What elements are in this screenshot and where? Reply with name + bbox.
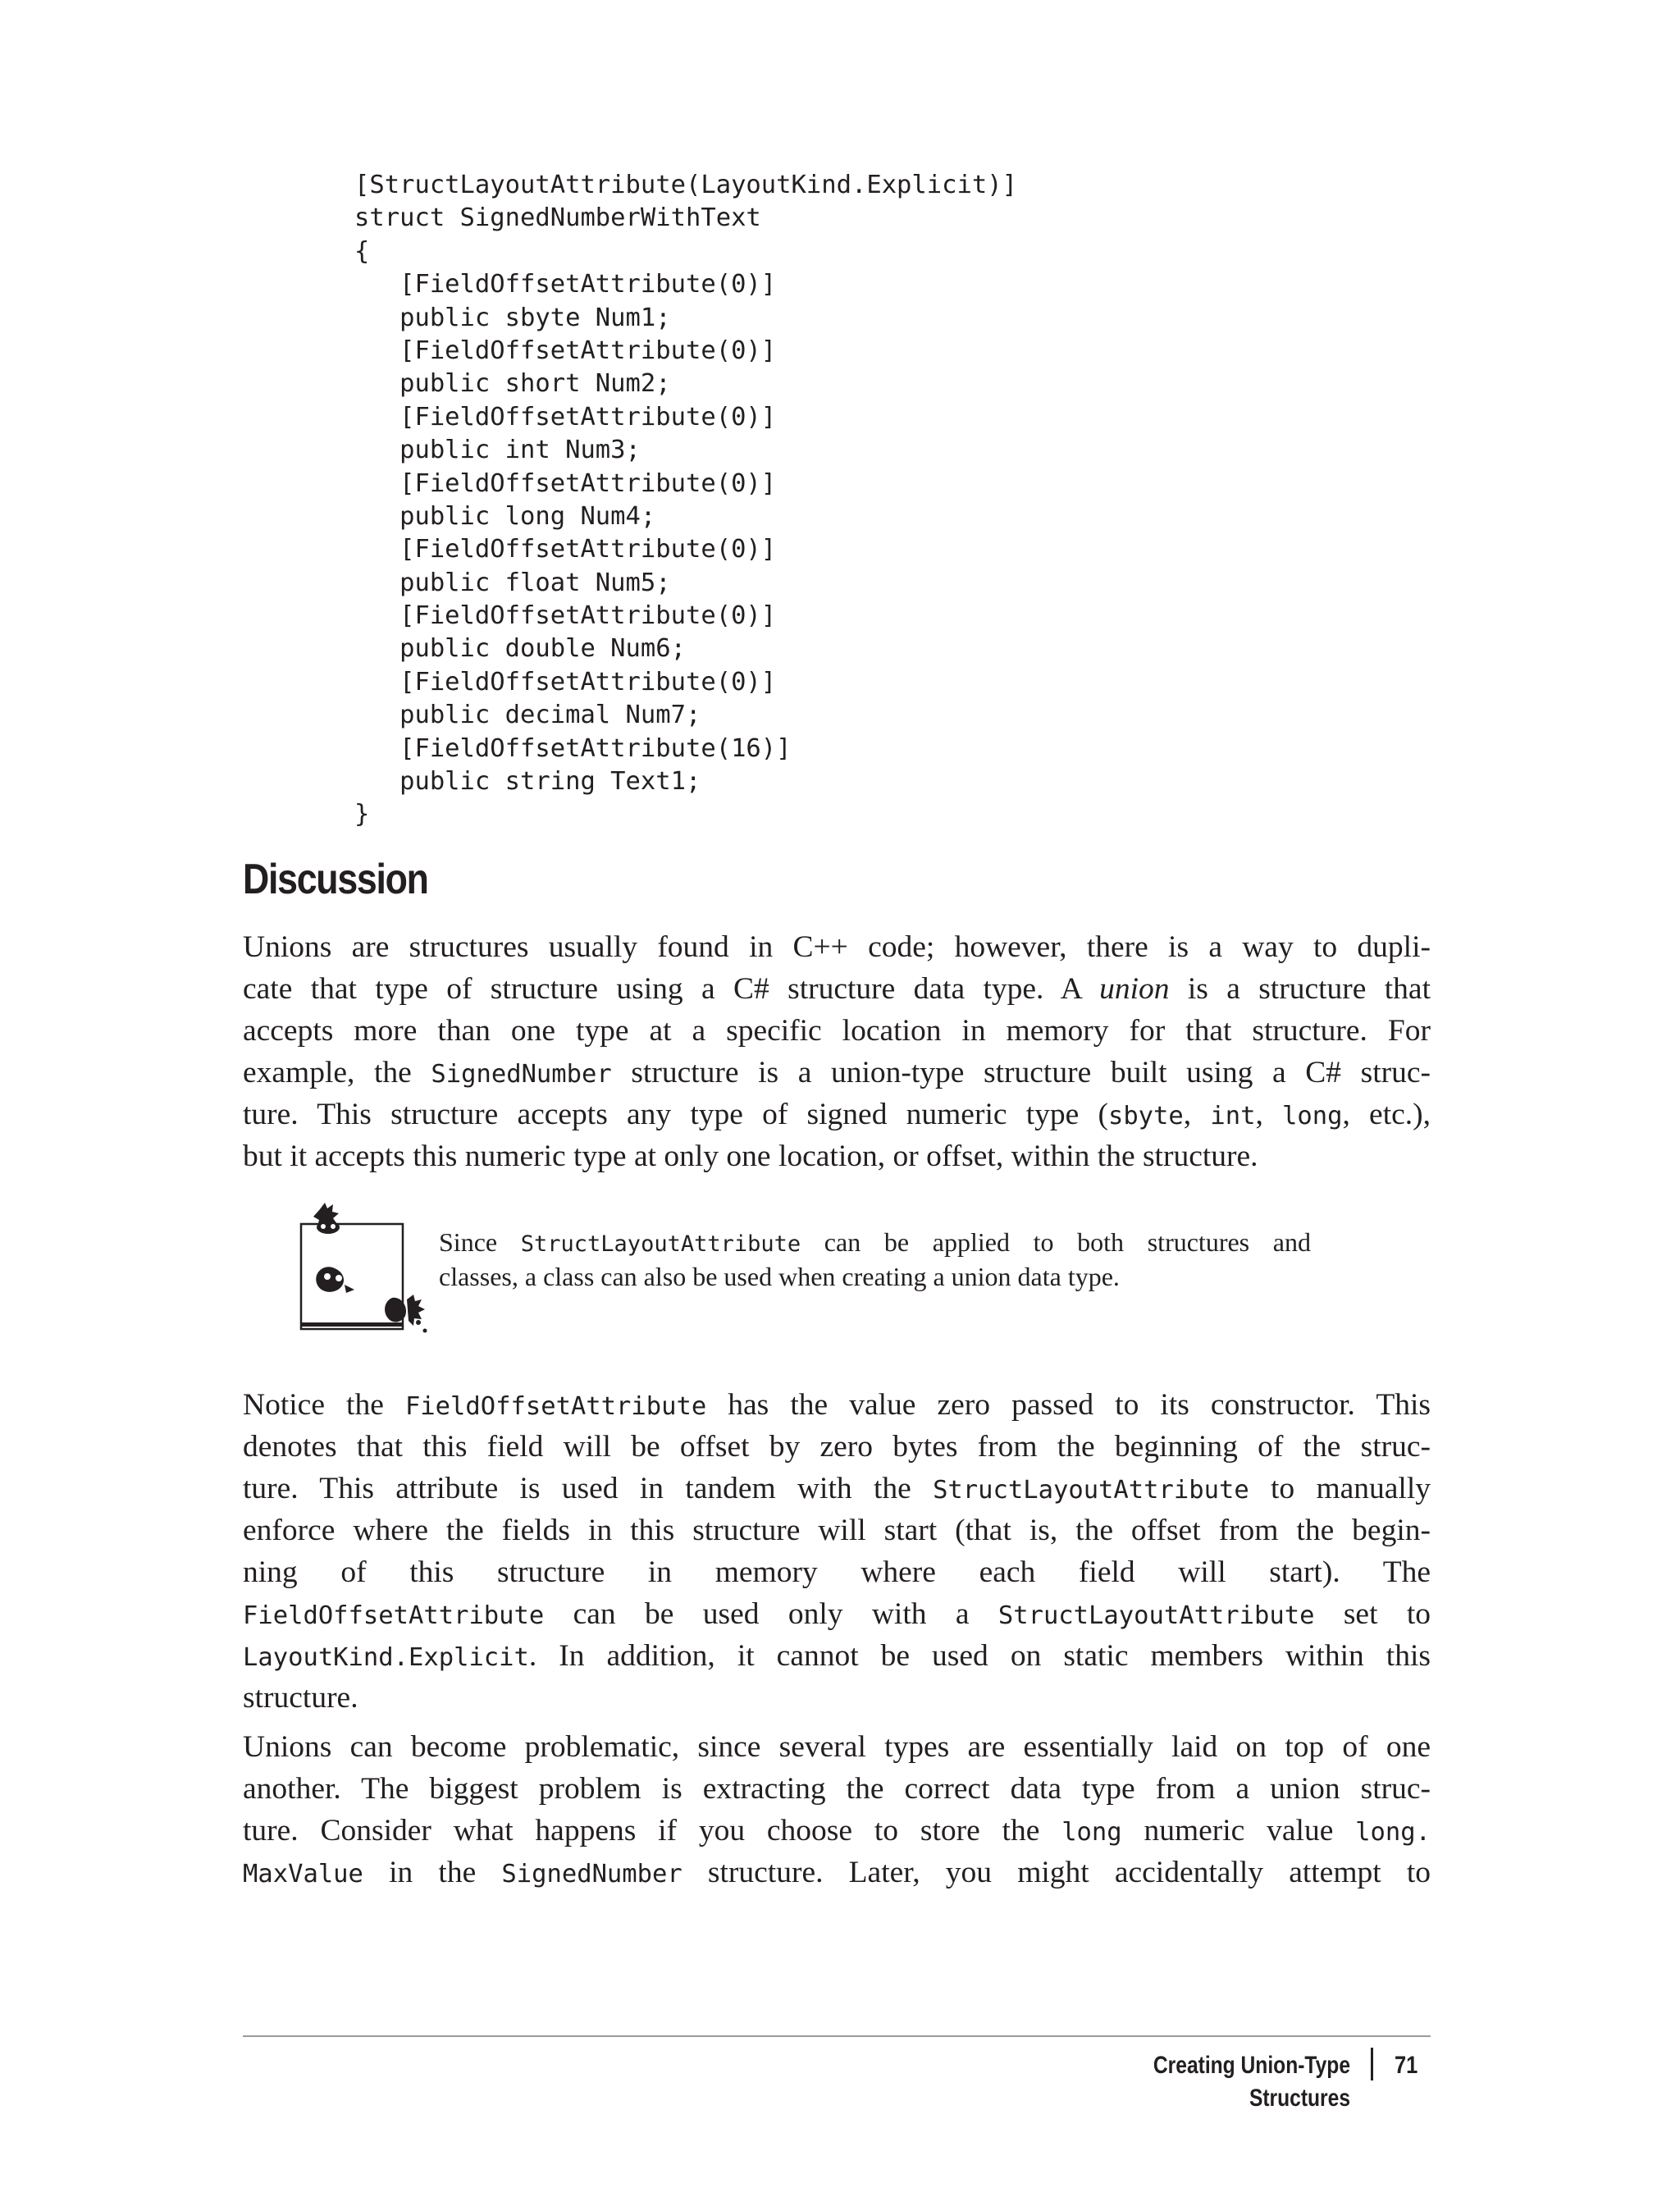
emphasis-union: union	[1099, 972, 1170, 1006]
inline-code: long	[1282, 1102, 1343, 1130]
inline-code: StructLayoutAttribute	[998, 1601, 1315, 1630]
inline-code: FieldOffsetAttribute	[404, 1392, 707, 1421]
text-line: Unions can become problematic, since several types are essentially laid on top of one	[243, 1730, 1431, 1764]
text-line: example, the SignedNumber structure is a union-type structure built using a C# struc-	[243, 1056, 1431, 1089]
code-line: public float Num5;	[354, 568, 671, 597]
code-line: [FieldOffsetAttribute(0)]	[354, 402, 777, 432]
inline-code: MaxValue	[243, 1860, 363, 1889]
text-line: ture. This attribute is used in tandem with the StructLayoutAttribute to manually	[243, 1472, 1431, 1505]
code-line: public string Text1;	[354, 767, 701, 797]
text-line: LayoutKind.Explicit. In addition, it cannot be used on static members within this	[243, 1639, 1431, 1673]
code-line: [FieldOffsetAttribute(0)]	[354, 468, 777, 498]
text-line: ning of this structure in memory where each field will start). The	[243, 1555, 1431, 1589]
text-line: ture. Consider what happens if you choose to store the long numeric value long.	[243, 1814, 1431, 1847]
text-line: but it accepts this numeric type at only one location, or offset, within the structure.	[243, 1140, 1258, 1173]
code-line: public long Num4;	[354, 501, 656, 531]
inline-code: int	[1210, 1102, 1256, 1130]
text-line: MaxValue in the SignedNumber structure. Later, you might accidentally attempt to	[243, 1856, 1431, 1889]
code-line: [FieldOffsetAttribute(0)]	[354, 270, 777, 299]
text-line: denotes that this field will be offset by zero bytes from the beginning of the struc-	[243, 1430, 1431, 1464]
code-line: public double Num6;	[354, 634, 686, 664]
code-block	[354, 169, 1017, 832]
inline-code: SignedNumber	[501, 1860, 682, 1889]
note-line: classes, a class can also be used when creating a union data type.	[439, 1262, 1120, 1291]
code-line: public sbyte Num1;	[354, 303, 671, 332]
text-line: another. The biggest problem is extracting the correct data type from a union struc-	[243, 1772, 1431, 1806]
text-line: cate that type of structure using a C# structure data type. A union is a structure that	[243, 972, 1431, 1006]
code-line: public short Num2;	[354, 369, 671, 399]
inline-code: StructLayoutAttribute	[520, 1231, 801, 1257]
code-line: [FieldOffsetAttribute(0)]	[354, 336, 777, 365]
code-line: [FieldOffsetAttribute(0)]	[354, 667, 777, 697]
page-number: 71	[1395, 2052, 1418, 2079]
text-line: accepts more than one type at a specific location in memory for that structure. For	[243, 1014, 1431, 1048]
inline-code: FieldOffsetAttribute	[243, 1601, 545, 1630]
code-line: }	[354, 800, 370, 829]
raccoon-tip-icon	[295, 1199, 436, 1340]
inline-code: LayoutKind.Explicit	[243, 1643, 529, 1672]
code-line: struct SignedNumberWithText	[354, 203, 761, 233]
paragraph-field-offset	[243, 1384, 1431, 1719]
footer-separator	[1371, 2048, 1373, 2080]
code-line: [FieldOffsetAttribute(16)]	[354, 733, 792, 763]
text-line: Notice the FieldOffsetAttribute has the value zero passed to its constructor. This	[243, 1388, 1431, 1422]
section-heading: Discussion	[243, 856, 428, 903]
code-line: [StructLayoutAttribute(LayoutKind.Explicit)]	[354, 171, 1017, 199]
code-line: public int Num3;	[354, 436, 641, 465]
paragraph-unions-intro	[243, 926, 1431, 1177]
code-line: public decimal Num7;	[354, 701, 701, 730]
inline-code: long	[1061, 1818, 1122, 1847]
text-line: ture. This structure accepts any type of signed numeric type (sbyte, int, long, etc.),	[243, 1098, 1431, 1131]
code-line: [FieldOffsetAttribute(0)]	[354, 535, 777, 564]
footer-divider	[243, 2035, 1431, 2037]
text-line: structure.	[243, 1681, 358, 1715]
code-line: [FieldOffsetAttribute(0)]	[354, 601, 777, 631]
text-line: FieldOffsetAttribute can be used only with a StructLayoutAttribute set to	[243, 1597, 1431, 1631]
paragraph-union-problems	[243, 1726, 1431, 1893]
inline-code: long.	[1355, 1818, 1431, 1847]
text-line: Unions are structures usually found in C++ code; however, there is a way to dupli-	[243, 930, 1431, 964]
tip-note	[439, 1225, 1311, 1294]
text-line: enforce where the fields in this structure will start (that is, the offset from the begin-	[243, 1514, 1431, 1547]
inline-code: SignedNumber	[431, 1060, 612, 1089]
running-footer-title: Creating Union-Type Structures	[1153, 2052, 1350, 2112]
code-line: {	[354, 236, 370, 266]
note-line: Since StructLayoutAttribute can be applied to both structures and	[439, 1227, 1312, 1257]
inline-code: StructLayoutAttribute	[933, 1476, 1249, 1505]
inline-code: sbyte	[1107, 1102, 1184, 1130]
